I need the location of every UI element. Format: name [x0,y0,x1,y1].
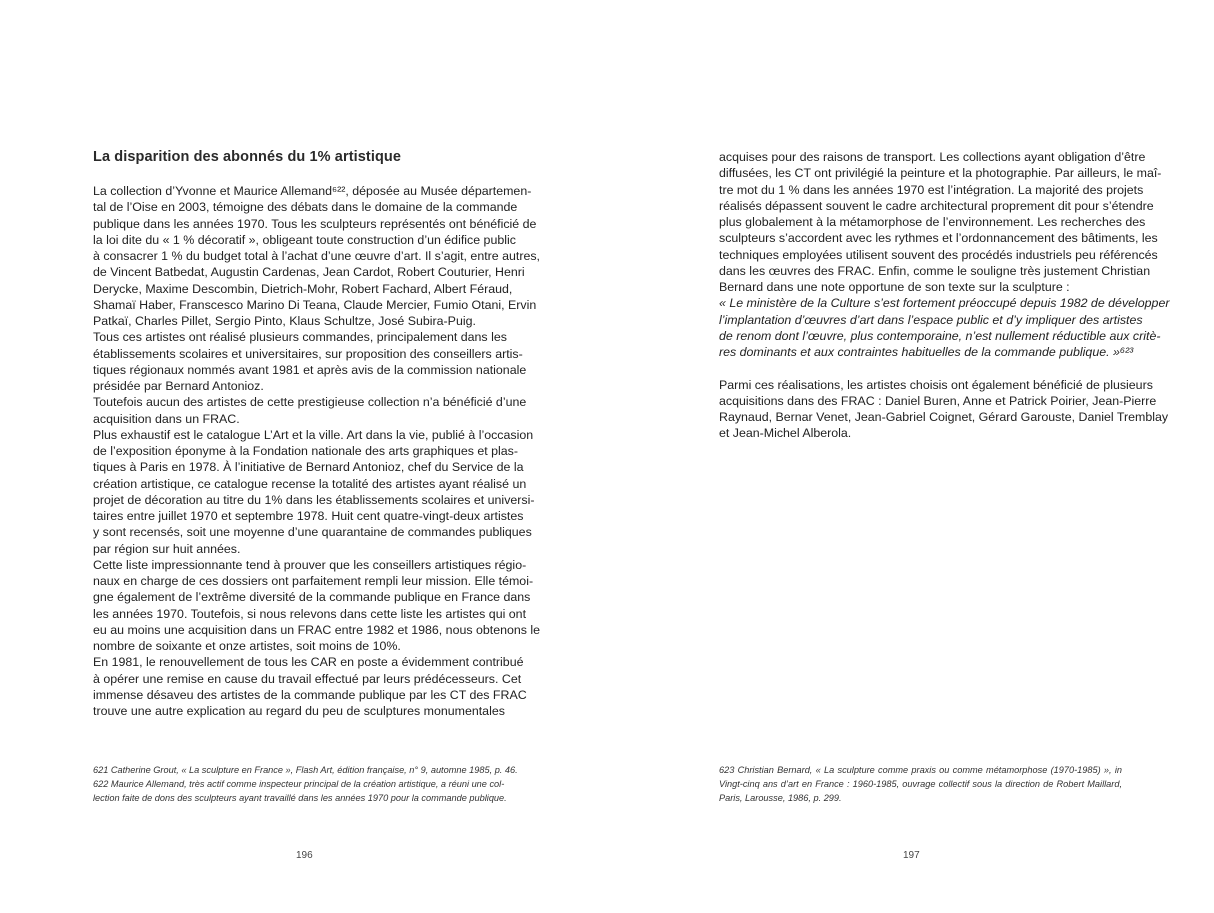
footnote-line: 621 Catherine Grout, « La sculpture en France », Flash Art, édition française, n° 9, automne 1985, p. 46. [93,765,518,775]
section-heading: La disparition des abonnés du 1% artistique [93,149,402,165]
text-line: Raynaud, Bernar Venet, Jean-Gabriel Coignet, Gérard Garouste, Daniel Tremblay [719,410,1169,424]
text-line: Parmi ces réalisations, les artistes choisis ont également bénéficié de plusieurs [719,377,1153,392]
quote-line: res dominants et aux contraintes habituelles de la commande publique. »⁶²³ [719,345,1134,359]
text-line: acquisition dans un FRAC. [93,411,240,426]
text-line: acquises pour des raisons de transport. Les collections ayant obligation d’être [719,150,1146,164]
page-number: 197 [903,850,920,861]
text-line: y sont recensés, soit une moyenne d’une quarantaine de commandes publiques [93,525,532,540]
footnote-line: Vingt-cinq ans d’art en France : 1960-1985, ouvrage collectif sous la direction de Robert Maillard, [719,779,1122,789]
text-line: plus globalement à la métamorphose de l’environnement. Les recherches des [719,215,1146,229]
text-line: les années 1970. Toutefois, si nous relevons dans cette liste les artistes qui ont [93,606,527,621]
text-line: tiques régionaux nommés avant 1981 et après avis de la commission nationale [93,362,527,377]
text-line: Derycke, Maxime Descombin, Dietrich-Mohr, Robert Fachard, Albert Féraud, [93,281,513,296]
quote-line: de renom dont l’œuvre, plus contemporaine, n’est nullement réductible aux critè- [719,328,1161,343]
footnote-line: lection faite de dons des sculpteurs ayant travaillé dans les années 1970 pour la commande publique. [93,793,507,803]
text-line: à opérer une remise en cause du travail effectué par leurs prédécesseurs. Cet [93,671,522,686]
paragraph-gap [719,360,1122,376]
page-number: 196 [296,850,313,861]
text-line: par région sur huit années. [93,541,241,556]
text-line: de Vincent Batbedat, Augustin Cardenas, Jean Cardot, Robert Couturier, Henri [93,265,525,280]
text-line: la loi dite du « 1 % décoratif », obligeant toute construction d’un édifice public [93,232,516,247]
right-page [607,0,1214,913]
text-line: tiques à Paris en 1978. À l’initiative de Bernard Antonioz, chef du Service de la [93,460,524,475]
text-line: Shamaï Haber, Franscesco Marino Di Teana, Claude Mercier, Fumio Otani, Ervin [93,297,537,312]
text-line: La collection d’Yvonne et Maurice Allemand⁶²², déposée au Musée départemen- [93,184,532,198]
quote-line: « Le ministère de la Culture s’est fortement préoccupé depuis 1982 de développer [719,296,1170,311]
left-footnotes [93,763,518,805]
text-line: réalisés dépassent souvent le cadre architectural proprement dit pour s’étendre [719,198,1154,213]
text-line: Cette liste impressionnante tend à prouver que les conseillers artistiques régio- [93,557,527,572]
text-line: création artistique, ce catalogue recense la totalité des artistes ayant réalisé un [93,476,527,491]
text-line: naux en charge de ces dossiers ont parfaitement rempli leur mission. Elle témoi- [93,574,534,588]
text-line: Tous ces artistes ont réalisé plusieurs commandes, principalement dans les [93,330,507,345]
text-line: diffusées, les CT ont privilégié la peinture et la photographie. Par ailleurs, le maî- [719,166,1162,181]
text-line: acquisitions dans des FRAC : Daniel Buren, Anne et Patrick Poirier, Jean-Pierre [719,393,1157,408]
text-line: projet de décoration au titre du 1% dans les établissements scolaires et universi- [93,492,535,507]
text-line: En 1981, le renouvellement de tous les CAR en poste a évidemment contribué [93,655,524,670]
text-line: publique dans les années 1970. Tous les sculpteurs représentés ont bénéficié de [93,216,537,231]
right-body-text [719,149,1170,442]
quote-line: l’implantation d’œuvres d’art dans l’espace public et d’y impliquer des artistes [719,312,1143,327]
text-line: Toutefois aucun des artistes de cette prestigieuse collection n’a bénéficié d’une [93,395,527,410]
text-line: de l’exposition éponyme à la Fondation nationale des arts graphiques et plas- [93,444,518,458]
text-line: tre mot du 1 % dans les années 1970 est l’intégration. La majorité des projets [719,182,1144,197]
text-line: Bernard dans une note opportune de son texte sur la sculpture : [719,280,1070,294]
right-footnotes [719,763,1122,805]
footnote-line: 622 Maurice Allemand, très actif comme inspecteur principal de la création artistique, a réuni une col- [93,779,505,789]
text-line: nombre de soixante et onze artistes, soit moins de 10%. [93,639,401,653]
text-line: tal de l’Oise en 2003, témoigne des débats dans le domaine de la commande [93,200,518,215]
text-line: gne également de l’extrême diversité de la commande publique en France dans [93,590,531,605]
text-line: taires entre juillet 1970 et septembre 1978. Huit cent quatre-vingt-deux artistes [93,509,524,523]
text-line: techniques employées utilisent souvent des procédés industriels peu référencés [719,247,1158,262]
text-line: eu au moins une acquisition dans un FRAC entre 1982 et 1986, nous obtenons le [93,622,541,637]
footnote-line: Paris, Larousse, 1986, p. 299. [719,793,842,803]
text-line: Patkaï, Charles Pillet, Sergio Pinto, Klaus Schultze, José Subira-Puig. [93,314,476,328]
text-line: trouve une autre explication au regard du peu de sculptures monumentales [93,704,505,718]
text-line: immense désaveu des artistes de la commande publique par les CT des FRAC [93,687,527,702]
text-line: dans les œuvres des FRAC. Enfin, comme le souligne très justement Christian [719,263,1151,278]
text-line: à consacrer 1 % du budget total à l’achat d’une œuvre d’art. Il s’agit, entre autres, [93,249,540,263]
text-line: présidée par Bernard Antonioz. [93,379,264,393]
text-line: sculpteurs s’accordent avec les rythmes et l’ordonnancement des bâtiments, les [719,231,1158,246]
text-line: établissements scolaires et universitaires, sur proposition des conseillers artis- [93,346,523,361]
left-body-text [93,183,541,719]
text-line: Plus exhaustif est le catalogue L’Art et la ville. Art dans la vie, publié à l’occasion [93,427,534,442]
text-line: et Jean-Michel Alberola. [719,426,852,441]
footnote-line: 623 Christian Bernard, « La sculpture comme praxis ou comme métamorphose (1970-1985) », in [719,765,1122,775]
